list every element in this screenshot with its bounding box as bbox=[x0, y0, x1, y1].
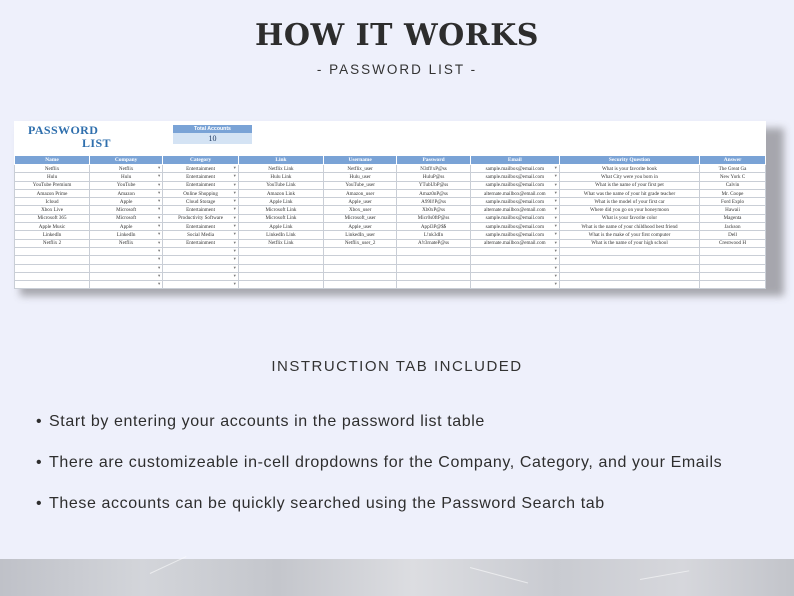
table-cell[interactable]: Calvin bbox=[700, 181, 766, 189]
table-cell[interactable] bbox=[700, 256, 766, 264]
table-cell[interactable]: Ford Explo bbox=[700, 198, 766, 206]
table-cell[interactable]: What is the model of your first car bbox=[559, 198, 699, 206]
table-cell[interactable]: Apple ▾ bbox=[90, 198, 163, 206]
table-cell[interactable]: L!nk3dIn bbox=[397, 231, 470, 239]
marble-vein bbox=[640, 570, 689, 580]
table-cell[interactable]: Netflix Link bbox=[238, 239, 323, 247]
table-cell[interactable] bbox=[397, 264, 470, 272]
column-header[interactable]: Link bbox=[238, 156, 323, 165]
table-row-empty bbox=[15, 281, 766, 289]
table-row bbox=[15, 165, 766, 173]
table-cell[interactable]: Xb0xP@ss bbox=[397, 206, 470, 214]
page-title: HOW IT WORKS bbox=[255, 18, 539, 53]
sheet-title-line1: PASSWORD bbox=[28, 123, 99, 137]
table-cell[interactable]: What is the name of your childhood best friend bbox=[559, 223, 699, 231]
table-cell[interactable]: Icloud bbox=[15, 198, 90, 206]
instruction-item bbox=[36, 493, 776, 514]
table-cell[interactable]: New York C bbox=[700, 173, 766, 181]
table-cell[interactable] bbox=[700, 264, 766, 272]
table-cell[interactable] bbox=[559, 247, 699, 255]
table-cell[interactable] bbox=[559, 272, 699, 280]
table-row-empty bbox=[15, 264, 766, 272]
table-cell[interactable]: Apple ▾ bbox=[90, 223, 163, 231]
column-header[interactable]: Answer bbox=[700, 156, 766, 165]
table-cell[interactable]: Netflix_user_2 bbox=[323, 239, 396, 247]
table-cell[interactable]: Netflix Link bbox=[238, 165, 323, 173]
column-header[interactable]: Company bbox=[90, 156, 163, 165]
table-cell[interactable]: LinkedIn_user bbox=[323, 231, 396, 239]
table-cell[interactable]: What City were you born in bbox=[559, 173, 699, 181]
table-header-row bbox=[15, 156, 766, 165]
table-cell[interactable] bbox=[238, 272, 323, 280]
table-cell[interactable]: LinkedIn bbox=[15, 231, 90, 239]
table-cell[interactable]: Dell bbox=[700, 231, 766, 239]
table-cell[interactable]: alternate.mailbox@email.com ▾ bbox=[470, 189, 559, 197]
column-header[interactable]: Username bbox=[323, 156, 396, 165]
table-cell[interactable] bbox=[323, 256, 396, 264]
table-cell[interactable]: Entertainment ▾ bbox=[163, 223, 239, 231]
table-cell[interactable]: Microsoft Link bbox=[238, 206, 323, 214]
column-header[interactable]: Password bbox=[397, 156, 470, 165]
table-cell[interactable] bbox=[323, 272, 396, 280]
table-cell[interactable] bbox=[559, 281, 699, 289]
table-row bbox=[15, 223, 766, 231]
table-cell[interactable]: Apple_user bbox=[323, 198, 396, 206]
table-cell[interactable] bbox=[238, 264, 323, 272]
table-cell[interactable] bbox=[90, 272, 163, 280]
table-cell[interactable] bbox=[163, 247, 239, 255]
table-cell[interactable]: Netflix_user bbox=[323, 165, 396, 173]
table-cell[interactable] bbox=[15, 256, 90, 264]
table-cell[interactable]: Apple Link bbox=[238, 223, 323, 231]
column-header[interactable]: Email bbox=[470, 156, 559, 165]
table-cell[interactable]: sample.mailbox@email.com ▾ bbox=[470, 198, 559, 206]
table-cell[interactable] bbox=[163, 256, 239, 264]
table-cell[interactable] bbox=[90, 264, 163, 272]
table-cell[interactable] bbox=[470, 281, 559, 289]
table-cell[interactable]: Hulu ▾ bbox=[90, 173, 163, 181]
table-cell[interactable]: Appl3P@$$ bbox=[397, 223, 470, 231]
table-cell[interactable]: HuluP@ss bbox=[397, 173, 470, 181]
table-cell[interactable]: What is your favorite color bbox=[559, 214, 699, 222]
table-row bbox=[15, 231, 766, 239]
table-cell[interactable]: Hulu_user bbox=[323, 173, 396, 181]
table-cell[interactable]: YTubUbP@ss bbox=[397, 181, 470, 189]
instructions-list bbox=[36, 411, 776, 534]
marble-vein bbox=[470, 567, 528, 583]
table-cell[interactable]: Netflix ▾ bbox=[90, 165, 163, 173]
table-cell[interactable]: alternate.mailbox@email.com ▾ bbox=[470, 206, 559, 214]
table-cell[interactable]: sample.mailbox@email.com ▾ bbox=[470, 214, 559, 222]
bullet-icon: • bbox=[36, 454, 43, 471]
table-row-empty bbox=[15, 247, 766, 255]
table-cell[interactable] bbox=[470, 247, 559, 255]
table-cell[interactable] bbox=[559, 256, 699, 264]
table-cell[interactable]: Online Shopping ▾ bbox=[163, 189, 239, 197]
table-cell[interactable]: What is the make of your first computer bbox=[559, 231, 699, 239]
total-accounts-label: Total Accounts bbox=[173, 125, 252, 133]
table-cell[interactable]: Amazon Prime bbox=[15, 189, 90, 197]
table-cell[interactable]: sample.mailbox@email.com ▾ bbox=[470, 165, 559, 173]
table-cell[interactable]: Netflix 2 bbox=[15, 239, 90, 247]
bullet-icon: • bbox=[36, 495, 43, 512]
column-header[interactable]: Name bbox=[15, 156, 90, 165]
table-cell[interactable]: YouTube Premium bbox=[15, 181, 90, 189]
table-row bbox=[15, 173, 766, 181]
table-cell[interactable]: Amazon Link bbox=[238, 189, 323, 197]
table-cell[interactable] bbox=[323, 264, 396, 272]
instruction-item bbox=[36, 452, 776, 473]
table-cell[interactable]: sample.mailbox@email.com ▾ bbox=[470, 181, 559, 189]
table-cell[interactable]: Entertainment ▾ bbox=[163, 173, 239, 181]
table-cell[interactable]: Social Media ▾ bbox=[163, 231, 239, 239]
table-cell[interactable] bbox=[90, 281, 163, 289]
table-cell[interactable]: sample.mailbox@email.com ▾ bbox=[470, 173, 559, 181]
table-cell[interactable] bbox=[397, 247, 470, 255]
table-cell[interactable]: Xbox Live bbox=[15, 206, 90, 214]
table-cell[interactable]: Netflix bbox=[15, 165, 90, 173]
table-cell[interactable] bbox=[90, 247, 163, 255]
table-cell[interactable] bbox=[559, 264, 699, 272]
table-cell[interactable] bbox=[15, 281, 90, 289]
spreadsheet-preview bbox=[14, 121, 766, 289]
instruction-text: Start by entering your accounts in the password list table bbox=[49, 413, 485, 430]
table-cell[interactable] bbox=[700, 247, 766, 255]
total-accounts-value: 10 bbox=[173, 133, 252, 144]
table-row-empty bbox=[15, 272, 766, 280]
table-cell[interactable]: Amaz0nP@ss bbox=[397, 189, 470, 197]
marble-footer bbox=[0, 559, 794, 596]
table-cell[interactable]: Microsoft 365 bbox=[15, 214, 90, 222]
table-cell[interactable]: YouTube ▾ bbox=[90, 181, 163, 189]
table-cell[interactable] bbox=[238, 247, 323, 255]
table-cell[interactable] bbox=[163, 281, 239, 289]
table-cell[interactable]: Entertainment ▾ bbox=[163, 206, 239, 214]
table-cell[interactable]: Where did you go on your honeymoon bbox=[559, 206, 699, 214]
table-cell[interactable] bbox=[15, 264, 90, 272]
column-header[interactable]: Security Question bbox=[559, 156, 699, 165]
table-cell[interactable]: What is your favorite book bbox=[559, 165, 699, 173]
table-cell[interactable]: Hawaii bbox=[700, 206, 766, 214]
table-cell[interactable]: N3tfl!xP@ss bbox=[397, 165, 470, 173]
table-cell[interactable]: Jackson bbox=[700, 223, 766, 231]
table-cell[interactable]: sample.mailbox@email.com ▾ bbox=[470, 231, 559, 239]
table-cell[interactable]: Microsoft ▾ bbox=[90, 206, 163, 214]
marble-vein bbox=[150, 556, 187, 574]
table-cell[interactable] bbox=[163, 264, 239, 272]
table-cell[interactable]: What is the name of your high school bbox=[559, 239, 699, 247]
table-cell[interactable] bbox=[397, 272, 470, 280]
table-cell[interactable]: Microsoft ▾ bbox=[90, 214, 163, 222]
table-cell[interactable]: Entertainment ▾ bbox=[163, 165, 239, 173]
table-cell[interactable]: LinkedIn ▾ bbox=[90, 231, 163, 239]
table-cell[interactable] bbox=[397, 281, 470, 289]
table-cell[interactable] bbox=[163, 272, 239, 280]
table-cell[interactable]: Mr. Coope bbox=[700, 189, 766, 197]
table-cell[interactable]: A99ll!P@ss bbox=[397, 198, 470, 206]
table-cell[interactable]: Micr0s0ftP@ss bbox=[397, 214, 470, 222]
table-row bbox=[15, 189, 766, 197]
table-cell[interactable]: sample.mailbox@email.com ▾ bbox=[470, 223, 559, 231]
table-cell[interactable]: YouTube_user bbox=[323, 181, 396, 189]
table-row bbox=[15, 181, 766, 189]
table-cell[interactable] bbox=[323, 247, 396, 255]
table-row bbox=[15, 206, 766, 214]
table-cell[interactable]: Productivity Software ▾ bbox=[163, 214, 239, 222]
table-cell[interactable]: LinkedIn Link bbox=[238, 231, 323, 239]
table-row bbox=[15, 214, 766, 222]
table-cell[interactable]: What was the name of your hit grade teacher bbox=[559, 189, 699, 197]
table-cell[interactable]: What is the name of your first pet bbox=[559, 181, 699, 189]
table-cell[interactable] bbox=[238, 281, 323, 289]
instruction-text: There are customizeable in-cell dropdowns for the Company, Category, and your Emails bbox=[49, 454, 723, 471]
table-cell[interactable]: Apple Music bbox=[15, 223, 90, 231]
table-cell[interactable] bbox=[470, 256, 559, 264]
table-cell[interactable]: Microsoft_user bbox=[323, 214, 396, 222]
sheet-title-line2: LIST bbox=[82, 136, 111, 150]
instruction-item bbox=[36, 411, 776, 432]
table-cell[interactable]: Hulu bbox=[15, 173, 90, 181]
table-cell[interactable]: A!t3rnateP@ss bbox=[397, 239, 470, 247]
table-cell[interactable] bbox=[90, 256, 163, 264]
table-cell[interactable] bbox=[323, 281, 396, 289]
table-cell[interactable] bbox=[238, 256, 323, 264]
total-accounts-box bbox=[173, 125, 252, 144]
table-cell[interactable] bbox=[397, 256, 470, 264]
table-cell[interactable]: Apple Link bbox=[238, 198, 323, 206]
table-cell[interactable]: Amazon ▾ bbox=[90, 189, 163, 197]
table-cell[interactable]: The Great Ga bbox=[700, 165, 766, 173]
table-cell[interactable]: YouTube Link bbox=[238, 181, 323, 189]
table-cell[interactable] bbox=[15, 272, 90, 280]
instruction-text: These accounts can be quickly searched using the Password Search tab bbox=[49, 495, 605, 512]
page-subtitle: - PASSWORD LIST - bbox=[316, 62, 478, 77]
table-cell[interactable]: Magenta bbox=[700, 214, 766, 222]
column-header[interactable]: Category bbox=[163, 156, 239, 165]
table-cell[interactable]: Crestwood H bbox=[700, 239, 766, 247]
table-cell[interactable]: Xbox_user bbox=[323, 206, 396, 214]
table-row bbox=[15, 239, 766, 247]
table-cell[interactable]: Hulu Link bbox=[238, 173, 323, 181]
table-cell[interactable] bbox=[470, 272, 559, 280]
table-row-empty bbox=[15, 256, 766, 264]
table-cell[interactable]: Apple_user bbox=[323, 223, 396, 231]
table-cell[interactable]: Amazon_user bbox=[323, 189, 396, 197]
table-cell[interactable]: Netflix ▾ bbox=[90, 239, 163, 247]
instructions-title: INSTRUCTION TAB INCLUDED bbox=[271, 358, 523, 375]
table-cell[interactable]: Entertainment ▾ bbox=[163, 181, 239, 189]
table-cell[interactable] bbox=[700, 272, 766, 280]
bullet-icon: • bbox=[36, 413, 43, 430]
table-cell[interactable] bbox=[15, 247, 90, 255]
password-table bbox=[14, 155, 766, 289]
table-cell[interactable]: Cloud Storage ▾ bbox=[163, 198, 239, 206]
table-row bbox=[15, 198, 766, 206]
table-cell[interactable]: alternate.mailbox@email.com ▾ bbox=[470, 239, 559, 247]
table-cell[interactable] bbox=[700, 281, 766, 289]
table-cell[interactable]: Entertainment ▾ bbox=[163, 239, 239, 247]
table-cell[interactable] bbox=[470, 264, 559, 272]
table-cell[interactable]: Microsoft Link bbox=[238, 214, 323, 222]
